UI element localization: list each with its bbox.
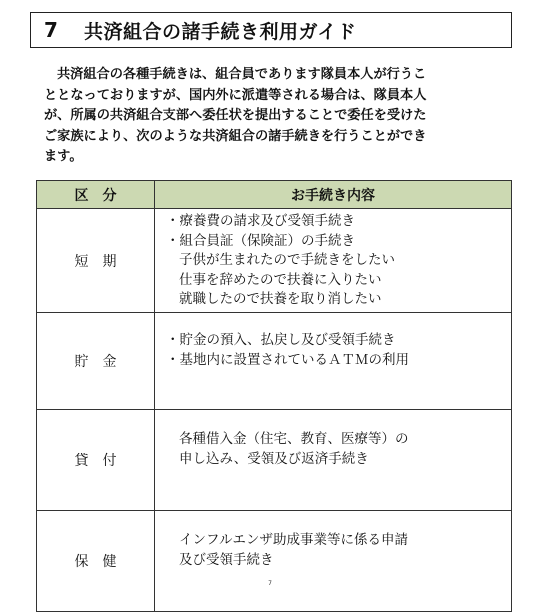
header-procedure: お手続き内容 (155, 181, 512, 209)
procedure-line: インフルエンザ助成事業等に係る申請 (179, 532, 408, 548)
procedure-line: ・基地内に設置されているＡＴＭの利用 (166, 351, 409, 368)
procedure-line: ・組合員証（保険証）の手続き (166, 232, 355, 249)
page-number: 7 (268, 580, 272, 587)
intro-paragraph (44, 65, 504, 168)
procedure-line: 子供が生まれたので手続きをしたい (179, 252, 395, 268)
row-procedure (155, 209, 512, 313)
procedure-line: ・療養費の請求及び受領手続き (166, 213, 355, 229)
intro-line: ます。 (44, 149, 83, 164)
section-title-box (30, 12, 512, 48)
row-procedure (155, 410, 512, 511)
procedure-line: 各種借入金（住宅、教育、医療等）の (179, 431, 409, 447)
procedure-line: 就職したので扶養を取り消したい (179, 291, 382, 307)
row-procedure (155, 313, 512, 410)
table-row (37, 410, 512, 511)
intro-line: 共済組合の各種手続きは、組合員であります隊員本人が行うこ (57, 67, 427, 82)
row-category: 短期 (37, 209, 155, 313)
section-number: 7 (44, 18, 58, 42)
row-procedure (155, 511, 512, 612)
row-category: 貸付 (37, 410, 155, 511)
intro-line: ご家族により、次のような共済組合の諸手続きを行うことができ (44, 128, 427, 144)
procedure-line: 仕事を辞めたので扶養に入りたい (179, 271, 382, 288)
procedure-line: 申し込み、受領及び返済手続き (179, 450, 369, 467)
table-header-row (37, 181, 512, 209)
section-title: 共済組合の諸手続き利用ガイド (84, 20, 357, 43)
header-category: 区 分 (37, 181, 155, 209)
procedure-line: ・貯金の預入、払戻し及び受領手続き (166, 332, 396, 348)
row-category: 保健 (37, 511, 155, 612)
intro-line: が、所属の共済組合支部へ委任状を提出することで委任を受けた (44, 108, 427, 123)
row-category: 貯金 (37, 313, 155, 410)
table-row (37, 313, 512, 410)
procedure-table (36, 180, 512, 612)
procedure-line: 及び受領手続き (179, 551, 274, 568)
table-row (37, 209, 512, 313)
table-row (37, 511, 512, 612)
intro-line: ととなっておりますが、国内外に派遣等される場合は、隊員本人 (44, 87, 427, 103)
